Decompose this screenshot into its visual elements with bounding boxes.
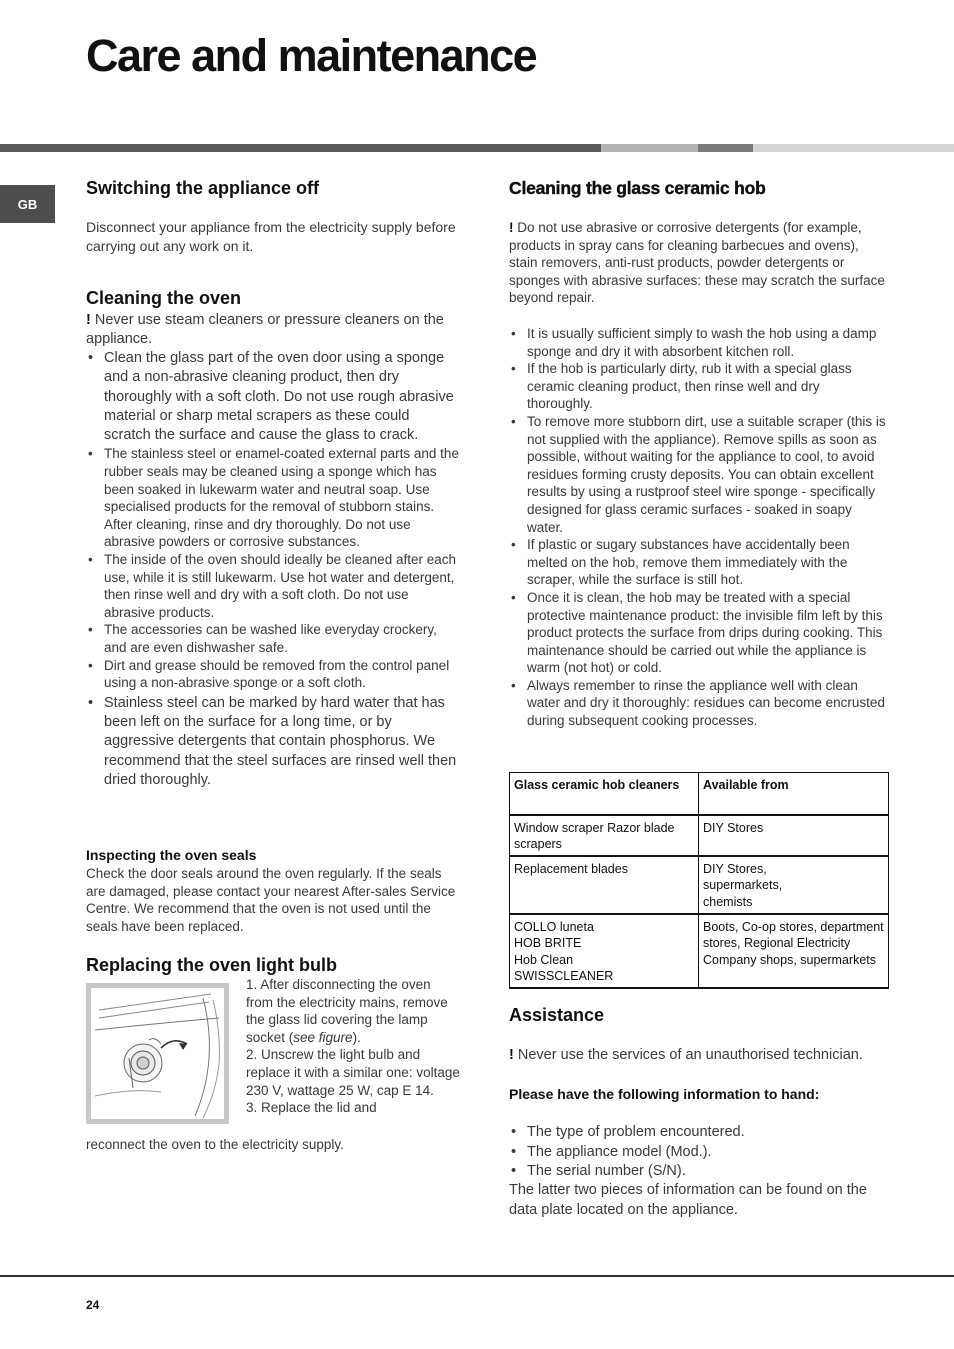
language-tab-gb: GB [0,185,55,223]
header-band-3 [698,144,753,152]
warning-icon: ! [86,312,91,328]
oven-seals-text: Check the door seals around the oven regularly. If the seals are damaged, please contact your nearest After-sales Service Centre. We recommend that the oven is not used until the seals have been replaced. [86,866,456,934]
list-item: • Once it is clean, the hob may be treated with a special protective maintenance product: the invisible film left by this product protects the surface from drips during cooking. This maintenance should be carried out while the appliance is warm (not hot) or cold. [509,589,889,677]
table-header-cell: Glass ceramic hob cleaners [510,773,699,815]
light-bulb-step3-end: reconnect the oven to the electricity supply. [86,1137,344,1152]
list-item: • Stainless steel can be marked by hard water that has been left on the surface for a long time, or by aggressive detergents that contain phosphorus. We recommend that the steel surfaces are rinsed well then dried thoroughly. [86,694,460,790]
oven-lamp-figure [86,983,229,1124]
assistance-heading: Assistance [509,1005,605,1025]
table-row [510,856,889,914]
cleaning-oven-warning: ! Never use steam cleaners or pressure cleaners on the appliance. [86,312,444,347]
list-item: • The stainless steel or enamel-coated external parts and the rubber seals may be cleaned using a sponge which has been soaked in lukewarm water and neutral soap. Use specialised products for the removal of stubborn stains. After cleaning, rinse and dry thoroughly. Do not use abrasive powders or corrosive substances. [86,445,460,551]
table-header-row [510,773,889,815]
footer-divider [0,1275,954,1277]
warning-icon: ! [509,220,514,235]
cleaning-oven-heading: Cleaning the oven [86,288,242,308]
list-item: • If plastic or sugary substances have accidentally been melted on the hob, remove them immediately with the scraper, while the surface is still hot. [509,536,889,589]
assistance-warning: ! Never use the services of an unauthorised technician. [509,1047,863,1063]
list-item: • Clean the glass part of the oven door using a sponge and a non-abrasive cleaning product, then dry thoroughly with a soft cloth. Do not use rough abrasive material or sharp metal scrapers as these could scratch the surface and cause the glass to crack. [86,349,460,445]
list-item: • The appliance model (Mod.). [509,1143,889,1163]
table-cell: DIY Stores, supermarkets, chemists [699,856,889,914]
hob-cleaners-table [509,772,889,989]
list-item: • The accessories can be washed like everyday crockery, and are even dishwasher safe. [86,621,460,656]
glass-hob-heading: Cleaning the glass ceramic hob [509,178,766,198]
header-band-1 [0,144,601,152]
warning-icon: ! [509,1047,514,1063]
header-band-4 [753,144,954,152]
list-item: • The type of problem encountered. [509,1123,889,1143]
table-row [510,914,889,988]
table-cell: Replacement blades [510,856,699,914]
assistance-footer-text: The latter two pieces of information can be found on the data plate located on the appliance. [509,1182,867,1218]
page-number: 24 [86,1298,100,1312]
switching-off-text: Disconnect your appliance from the electricity supply before carrying out any work on it. [86,219,456,254]
glass-hob-list [509,325,889,730]
list-item: • Dirt and grease should be removed from the control panel using a non-abrasive sponge or a soft cloth. [86,657,460,692]
list-item: • Always remember to rinse the appliance well with clean water and dry it thoroughly: residues can become encrusted during subsequent cooking processes. [509,677,889,730]
light-bulb-steps: 1. After disconnecting the oven from the electricity mains, remove the glass lid covering the lamp socket (see figure). 2. Unscrew the light bulb and replace it with a similar one: voltage 230 V, wattage 25 W, cap E 14. 3. Replace the lid and [246,977,460,1116]
header-band-2 [601,144,698,152]
lamp-socket-illustration [91,988,224,1119]
list-item: • The inside of the oven should ideally be cleaned after each use, while it is still lukewarm. Use hot water and detergent, then rinse well and dry with a soft cloth. Do not use abrasive products. [86,551,460,621]
table-header-cell: Available from [699,773,889,815]
cleaning-oven-list [86,349,460,790]
list-item: • To remove more stubborn dirt, use a suitable scraper (this is not supplied with the appliance). Remove spills as soon as possible, without waiting for the appliance to cool, to avoid residues forming crusty deposits. You can obtain excellent results by using a rustproof steel wire sponge - specifically designed for glass ceramic surfaces - soaked in soapy water. [509,413,889,536]
list-item: • If the hob is particularly dirty, rub it with a special glass ceramic cleaning product, then rinse well and dry thoroughly. [509,360,889,413]
table-cell: COLLO luneta HOB BRITE Hob Clean SWISSCLEANER [510,914,699,988]
table-cell: Boots, Co-op stores, department stores, Regional Electricity Company shops, supermarkets [699,914,889,988]
list-item: • The serial number (S/N). [509,1162,889,1182]
assistance-list [509,1123,889,1182]
assistance-info-label: Please have the following information to hand: [509,1086,820,1102]
table-cell: DIY Stores [699,815,889,856]
oven-seals-heading: Inspecting the oven seals [86,847,257,863]
page-title: Care and maintenance [86,30,537,81]
glass-hob-warning: ! Do not use abrasive or corrosive detergents (for example, products in spray cans for cleaning barbecues and ovens), stain removers, anti-rust products, powder detergents or sponges with abrasive surfaces: these may scratch the surface beyond repair. [509,220,885,306]
table-row [510,815,889,856]
switching-off-heading: Switching the appliance off [86,178,320,198]
light-bulb-heading: Replacing the oven light bulb [86,955,338,975]
list-item: • It is usually sufficient simply to wash the hob using a damp sponge and dry it with absorbent kitchen roll. [509,325,889,360]
table-cell: Window scraper Razor blade scrapers [510,815,699,856]
